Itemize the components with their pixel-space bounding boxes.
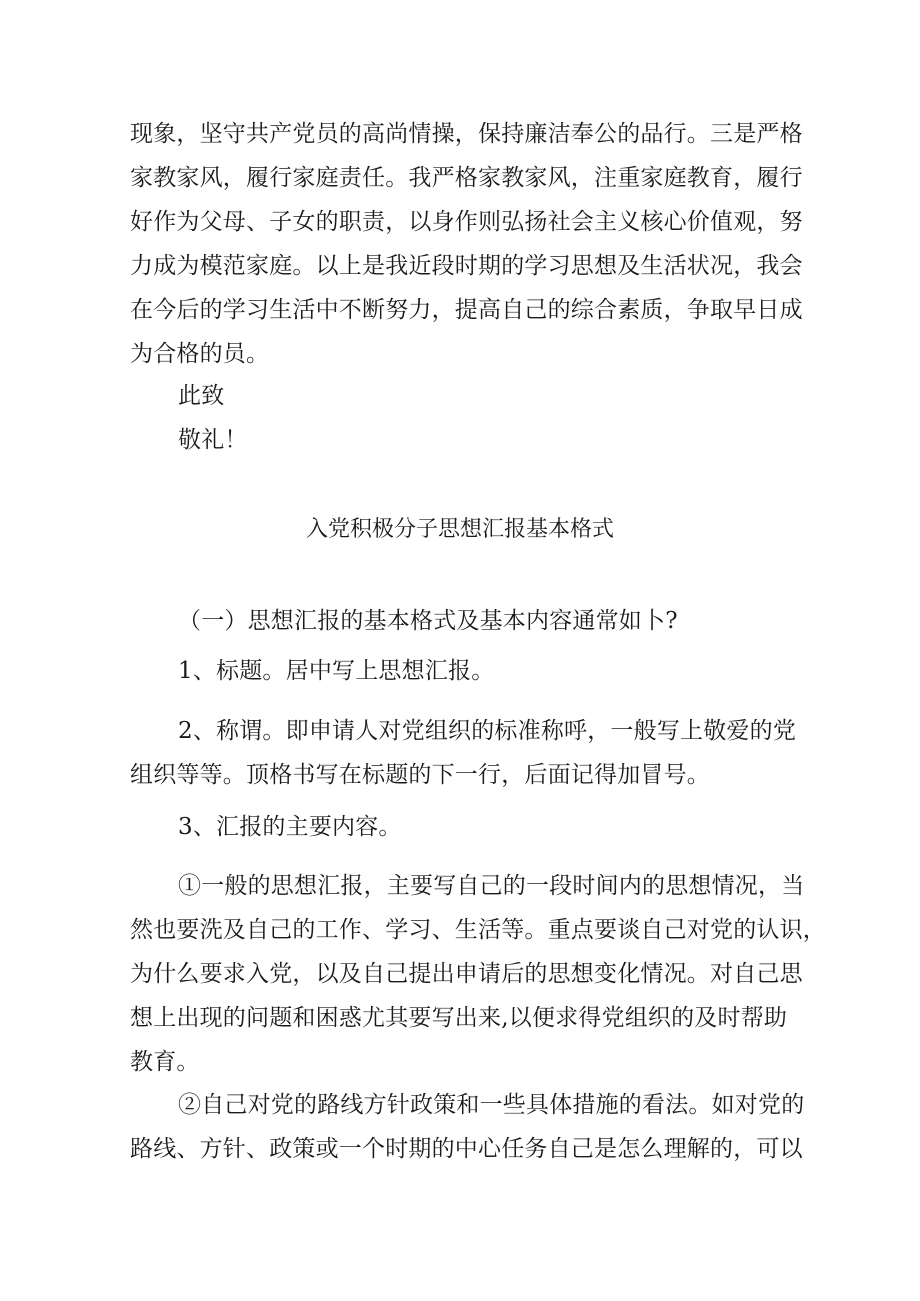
item-2-line: 2、称谓。即申请人对党组织的标准称呼，一般写上敬爱的党: [178, 718, 797, 744]
paragraph-line: 好作为父母、子女的职责，以身作则弘扬社会主义核心价值观，努: [130, 209, 803, 235]
paragraph-line: 力成为模范家庭。以上是我近段时期的学习思想及生活状况，我会: [130, 253, 803, 279]
sub-item-1-line: 然也要洗及自己的工作、学习、生活等。重点要谈自己对党的认识，: [130, 917, 826, 943]
sub-item-1-line: 想上出现的问题和困惑尤其要写出来,以便求得党组织的及时帮助: [130, 1005, 788, 1031]
paragraph-line: 在今后的学习生活中不断努力，提高自己的综合素质，争取早日成: [130, 297, 803, 323]
sub-item-2-line: 路线、方针、政策或一个时期的中心任务自己是怎么理解的，可以: [130, 1136, 803, 1162]
paragraph-line: 为合格的员。: [130, 341, 270, 367]
paragraph-line: 现象，坚守共产党员的高尚情操，保持廉洁奉公的品行。三是严格: [130, 121, 803, 147]
sub-item-2-line: ②自己对党的路线方针政策和一些具体措施的看法。如对党的: [178, 1092, 805, 1118]
paragraph-line: 家教家风，履行家庭责任。我严格家教家风，注重家庭教育，履行: [130, 165, 803, 191]
item-1: 1、标题。居中写上思想汇报。: [178, 658, 495, 684]
section-title: 入党积极分子思想汇报基本格式: [305, 517, 614, 542]
sub-item-1-line: 教育。: [130, 1049, 200, 1075]
sub-item-1-line: ①一般的思想汇报，主要写自己的一段时间内的思想情况，当: [178, 873, 805, 899]
heading-1: （一）思想汇报的基本格式及基本内容通常如卜?: [178, 608, 678, 634]
item-2-line: 组织等等。顶格书写在标题的下一行，后面记得加冒号。: [130, 762, 710, 788]
item-3: 3、汇报的主要内容。: [178, 814, 402, 840]
closing-line-2: 敬礼！: [178, 427, 248, 453]
closing-line-1: 此致: [178, 383, 225, 409]
sub-item-1-line: 为什么要求入党，以及自己提出申请后的思想变化情况。对自己思: [130, 961, 803, 987]
